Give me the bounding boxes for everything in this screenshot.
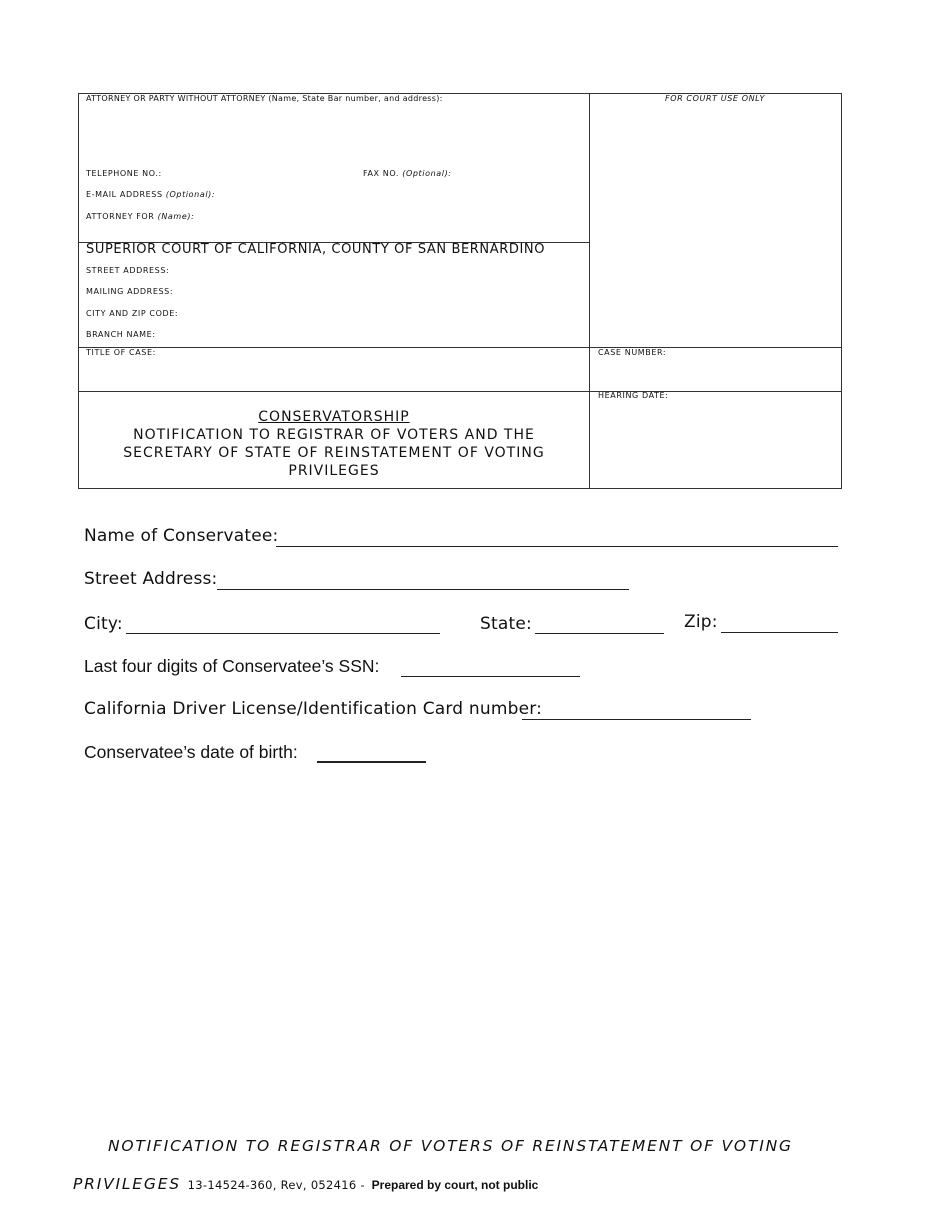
footer-title-line1: NOTIFICATION TO REGISTRAR OF VOTERS OF REINSTATEMENT OF VOTING [108,1137,793,1155]
hearing-date-label: HEARING DATE: [598,391,669,400]
footer-title-line2 [73,1175,538,1193]
name-of-conservatee-label: Name of Conservatee: [84,526,279,546]
state-field[interactable] [535,633,664,634]
branch-name-label: BRANCH NAME: [86,330,156,339]
court-name: SUPERIOR COURT OF CALIFORNIA, COUNTY OF SAN BERNARDINO [86,242,546,257]
footer-privileges: PRIVILEGES [73,1175,181,1193]
caption-divider-vertical [589,93,590,489]
city-field[interactable] [126,633,440,634]
footer-form-number: 13-14524-360, Rev, 052416 - [187,1178,365,1192]
ssn-label: Last four digits of Conservatee’s SSN: [84,656,380,676]
footer-prepared-note: Prepared by court, not public [371,1178,539,1192]
zip-label: Zip: [684,612,718,632]
attorney-for-label [86,212,194,221]
street-address-label: STREET ADDRESS: [86,266,170,275]
attorney-label: ATTORNEY OR PARTY WITHOUT ATTORNEY (Name, State Bar number, and address): [86,94,443,103]
telephone-label: TELEPHONE NO.: [86,169,162,178]
form-title-line3: SECRETARY OF STATE OF REINSTATEMENT OF VOTING [123,445,545,461]
mailing-address-label: MAILING ADDRESS: [86,287,174,296]
title-of-case-label: TITLE OF CASE: [86,348,156,357]
fax-text: FAX NO. [363,169,400,178]
zip-field[interactable] [721,632,838,633]
street-address-field[interactable] [217,589,629,590]
attorney-for-name: (Name): [157,212,195,221]
form-title-conservatorship: CONSERVATORSHIP [258,409,410,425]
state-label: State: [480,614,532,634]
city-zip-label: CITY AND ZIP CODE: [86,309,179,318]
ssn-field[interactable] [401,676,580,677]
fax-label [363,169,452,178]
email-text: E-MAIL ADDRESS [86,190,163,199]
fax-optional: (Optional): [402,169,452,178]
dob-field[interactable] [317,761,426,763]
form-title [79,408,589,480]
street-address-field-label: Street Address: [84,569,218,589]
form-title-line4: PRIVILEGES [288,463,380,479]
court-use-text: FOR COURT USE ONLY [665,94,765,103]
form-title-line2: NOTIFICATION TO REGISTRAR OF VOTERS AND THE [133,427,535,443]
license-label: California Driver License/Identification Card number: [84,699,543,719]
email-label [86,190,215,199]
name-of-conservatee-field[interactable] [276,546,838,547]
email-optional: (Optional): [165,190,216,199]
attorney-for-text: ATTORNEY FOR [86,212,155,221]
court-use-label [589,94,841,103]
dob-label: Conservatee’s date of birth: [84,742,298,762]
case-number-label: CASE NUMBER: [598,348,667,357]
caption-divider-form-title [78,391,842,392]
city-label: City: [84,614,123,634]
caption-divider-title [78,347,842,348]
license-field[interactable] [522,719,751,720]
